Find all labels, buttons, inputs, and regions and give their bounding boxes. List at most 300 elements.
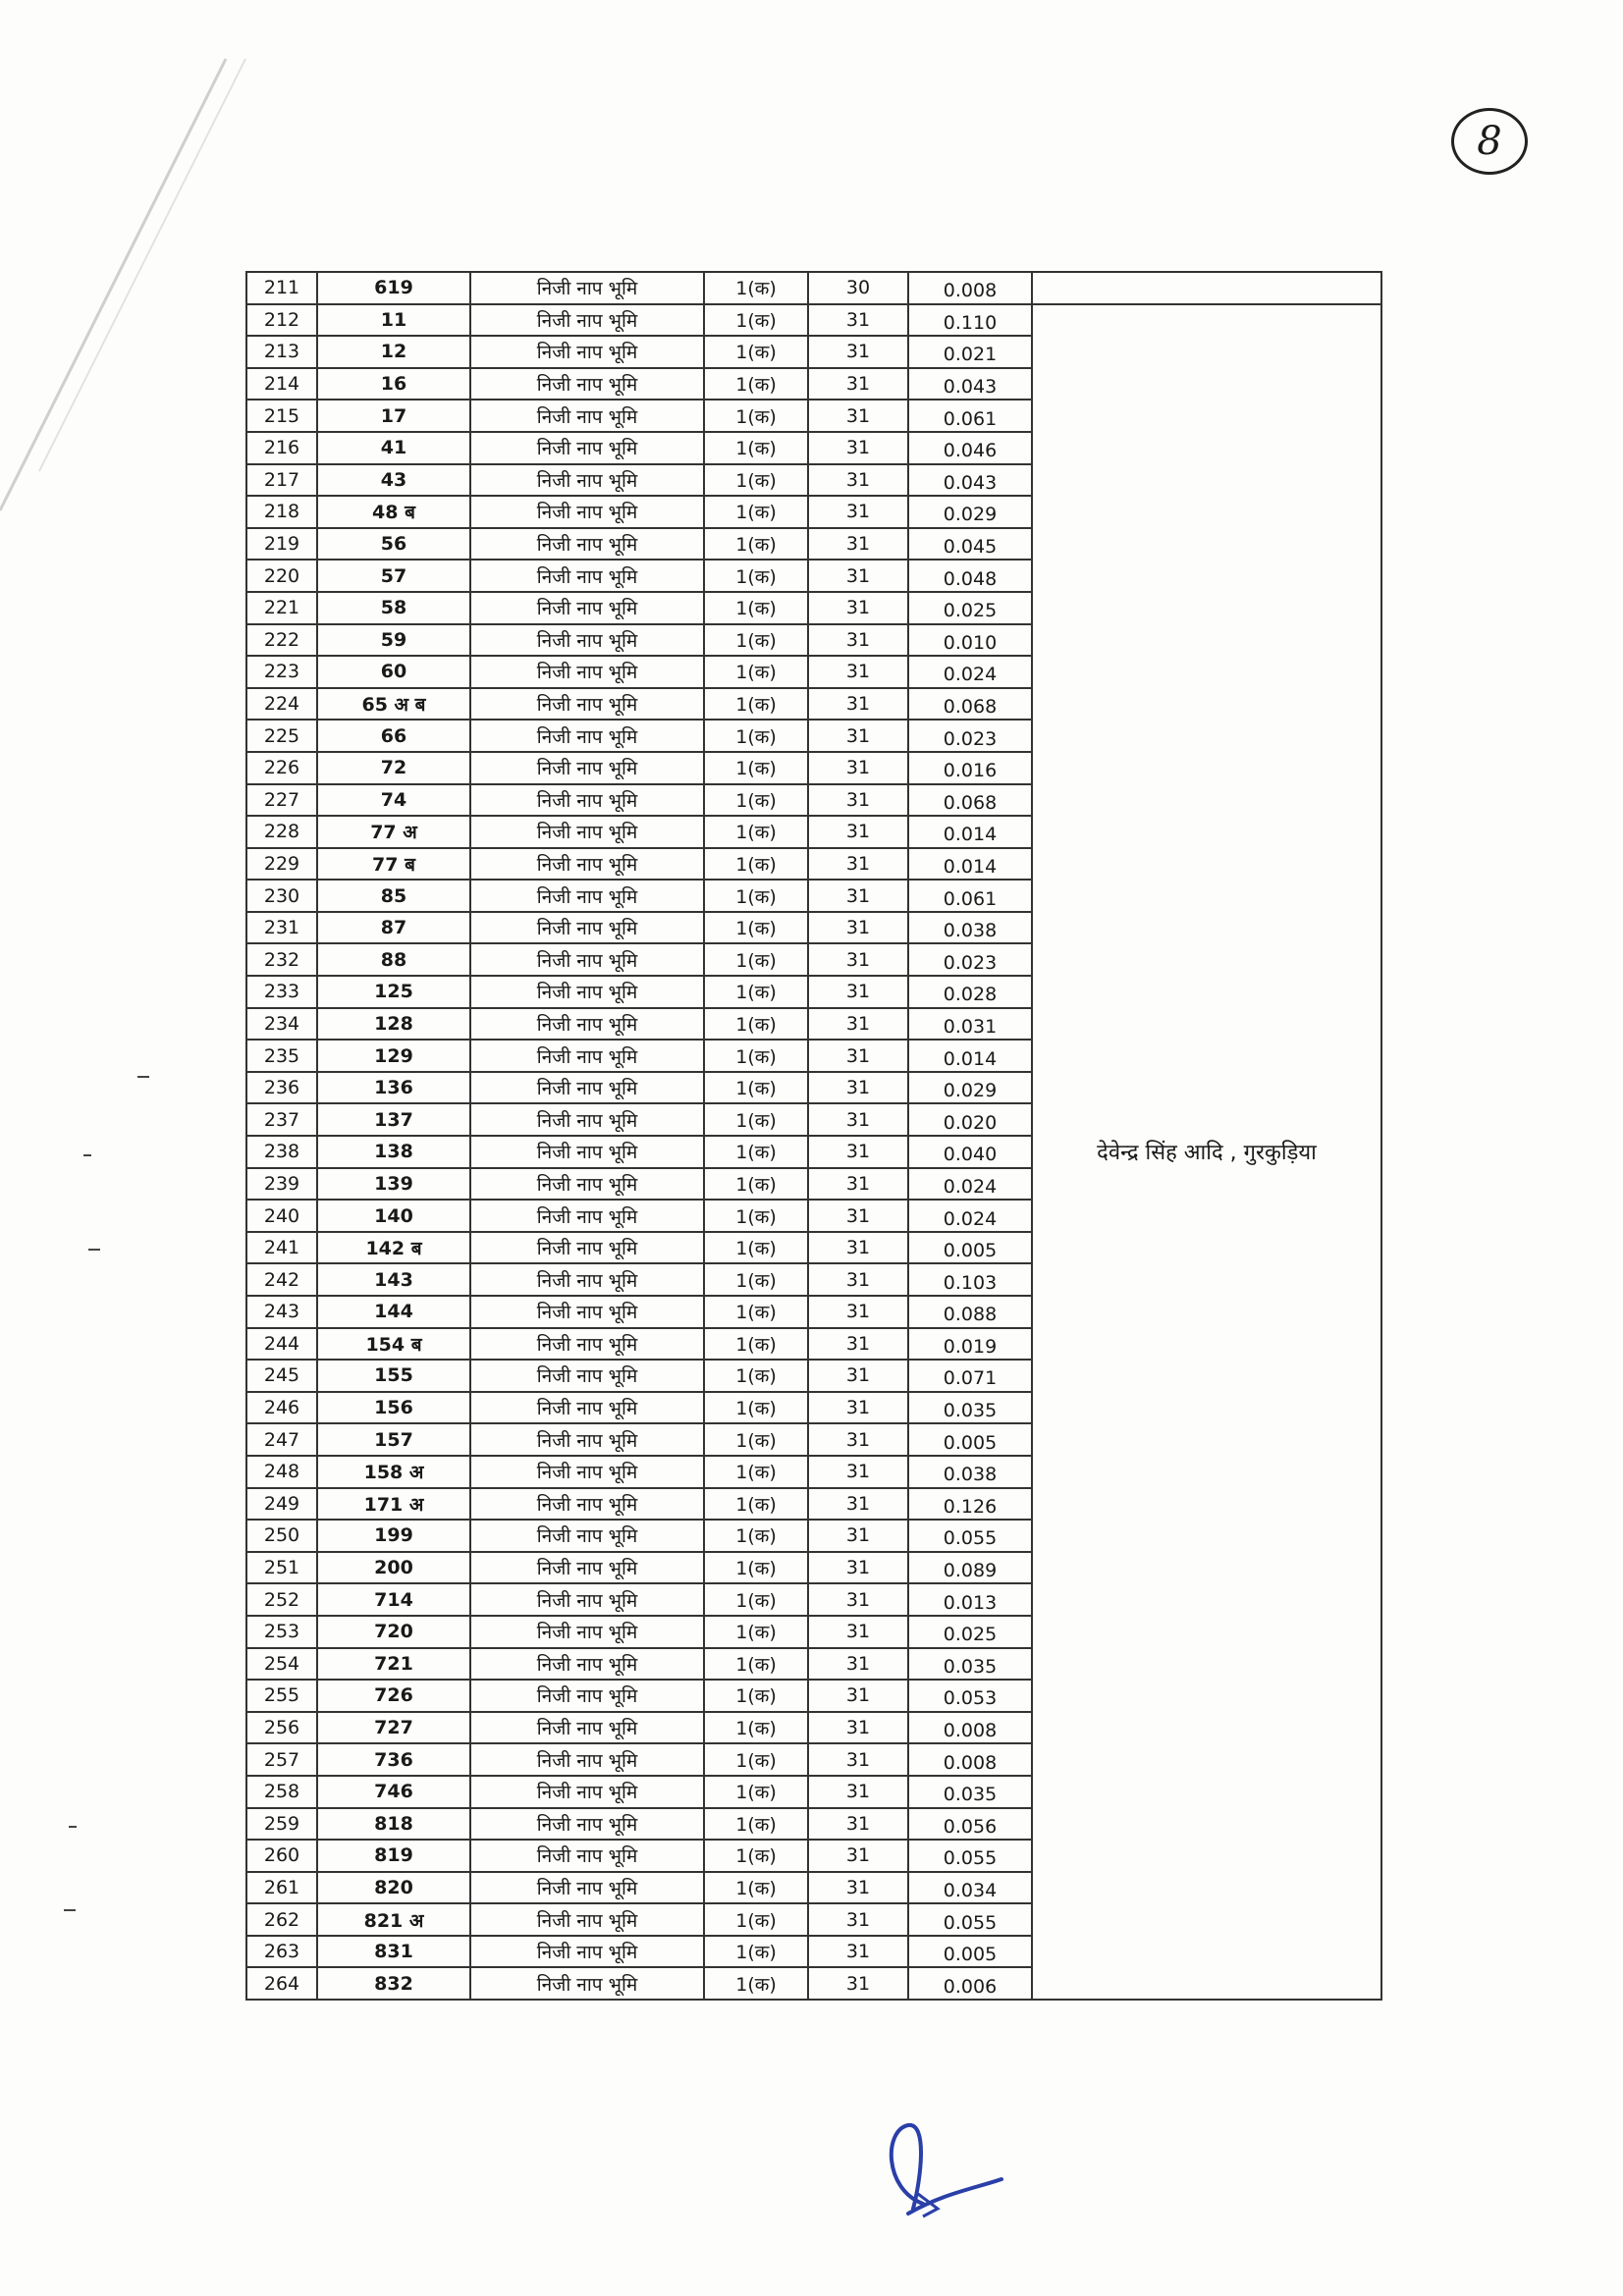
code-cell: 31 bbox=[808, 1648, 908, 1681]
area-cell: 0.020 bbox=[908, 1103, 1032, 1136]
code-cell: 31 bbox=[808, 688, 908, 721]
class-cell: 1(क) bbox=[704, 1552, 808, 1584]
area-cell: 0.029 bbox=[908, 496, 1032, 528]
serial-number-cell: 251 bbox=[246, 1552, 317, 1584]
plot-number-cell: 619 bbox=[317, 272, 470, 304]
code-cell: 31 bbox=[808, 784, 908, 817]
plot-number-cell: 41 bbox=[317, 432, 470, 464]
land-type-cell: निजी नाप भूमि bbox=[470, 1008, 704, 1041]
serial-number-cell: 260 bbox=[246, 1840, 317, 1872]
plot-number-cell: 48 ब bbox=[317, 496, 470, 528]
serial-number-cell: 257 bbox=[246, 1743, 317, 1776]
class-cell: 1(क) bbox=[704, 784, 808, 817]
plot-number-cell: 136 bbox=[317, 1072, 470, 1104]
land-type-cell: निजी नाप भूमि bbox=[470, 1808, 704, 1841]
area-cell: 0.024 bbox=[908, 1200, 1032, 1232]
table-body bbox=[246, 272, 1381, 2000]
serial-number-cell: 220 bbox=[246, 560, 317, 592]
land-type-cell: निजी नाप भूमि bbox=[470, 1583, 704, 1616]
serial-number-cell: 214 bbox=[246, 368, 317, 400]
area-cell: 0.010 bbox=[908, 624, 1032, 657]
land-type-cell: निजी नाप भूमि bbox=[470, 688, 704, 721]
area-cell: 0.035 bbox=[908, 1648, 1032, 1681]
class-cell: 1(क) bbox=[704, 1648, 808, 1681]
land-type-cell: निजी नाप भूमि bbox=[470, 1456, 704, 1488]
area-cell: 0.055 bbox=[908, 1520, 1032, 1552]
plot-number-cell: 59 bbox=[317, 624, 470, 657]
class-cell: 1(क) bbox=[704, 1808, 808, 1841]
land-type-cell: निजी नाप भूमि bbox=[470, 784, 704, 817]
code-cell: 31 bbox=[808, 720, 908, 752]
area-cell: 0.035 bbox=[908, 1392, 1032, 1424]
code-cell: 31 bbox=[808, 592, 908, 624]
land-type-cell: निजी नाप भूमि bbox=[470, 1840, 704, 1872]
class-cell: 1(क) bbox=[704, 848, 808, 881]
plot-number-cell: 721 bbox=[317, 1648, 470, 1681]
class-cell: 1(क) bbox=[704, 304, 808, 337]
land-type-cell: निजी नाप भूमि bbox=[470, 1328, 704, 1361]
class-cell: 1(क) bbox=[704, 720, 808, 752]
class-cell: 1(क) bbox=[704, 1967, 808, 2000]
code-cell: 31 bbox=[808, 1712, 908, 1744]
class-cell: 1(क) bbox=[704, 912, 808, 944]
scan-mark bbox=[69, 1826, 77, 1828]
land-type-cell: निजी नाप भूमि bbox=[470, 1743, 704, 1776]
plot-number-cell: 820 bbox=[317, 1872, 470, 1904]
class-cell: 1(क) bbox=[704, 1392, 808, 1424]
land-type-cell: निजी नाप भूमि bbox=[470, 1360, 704, 1392]
land-type-cell: निजी नाप भूमि bbox=[470, 1488, 704, 1521]
plot-number-cell: 77 अ bbox=[317, 816, 470, 848]
code-cell: 31 bbox=[808, 1520, 908, 1552]
code-cell: 31 bbox=[808, 1616, 908, 1648]
class-cell: 1(क) bbox=[704, 1232, 808, 1264]
serial-number-cell: 239 bbox=[246, 1168, 317, 1201]
code-cell: 31 bbox=[808, 912, 908, 944]
area-cell: 0.068 bbox=[908, 688, 1032, 721]
code-cell: 31 bbox=[808, 336, 908, 368]
plot-number-cell: 77 ब bbox=[317, 848, 470, 881]
land-type-cell: निजी नाप भूमि bbox=[470, 752, 704, 784]
class-cell: 1(क) bbox=[704, 1840, 808, 1872]
class-cell: 1(क) bbox=[704, 400, 808, 432]
code-cell: 31 bbox=[808, 656, 908, 688]
plot-number-cell: 138 bbox=[317, 1136, 470, 1168]
class-cell: 1(क) bbox=[704, 1712, 808, 1744]
area-cell: 0.034 bbox=[908, 1872, 1032, 1904]
area-cell: 0.006 bbox=[908, 1967, 1032, 2000]
plot-number-cell: 821 अ bbox=[317, 1903, 470, 1936]
code-cell: 31 bbox=[808, 464, 908, 497]
serial-number-cell: 262 bbox=[246, 1903, 317, 1936]
code-cell: 31 bbox=[808, 1136, 908, 1168]
plot-number-cell: 156 bbox=[317, 1392, 470, 1424]
plot-number-cell: 819 bbox=[317, 1840, 470, 1872]
land-type-cell: निजी नाप भूमि bbox=[470, 496, 704, 528]
serial-number-cell: 217 bbox=[246, 464, 317, 497]
plot-number-cell: 11 bbox=[317, 304, 470, 337]
land-type-cell: निजी नाप भूमि bbox=[470, 1776, 704, 1808]
area-cell: 0.013 bbox=[908, 1583, 1032, 1616]
class-cell: 1(क) bbox=[704, 1328, 808, 1361]
serial-number-cell: 234 bbox=[246, 1008, 317, 1041]
area-cell: 0.046 bbox=[908, 432, 1032, 464]
serial-number-cell: 258 bbox=[246, 1776, 317, 1808]
plot-number-cell: 72 bbox=[317, 752, 470, 784]
serial-number-cell: 212 bbox=[246, 304, 317, 337]
code-cell: 31 bbox=[808, 304, 908, 337]
scan-mark bbox=[64, 1909, 76, 1911]
land-type-cell: निजी नाप भूमि bbox=[470, 1200, 704, 1232]
plot-number-cell: 727 bbox=[317, 1712, 470, 1744]
class-cell: 1(क) bbox=[704, 1296, 808, 1328]
plot-number-cell: 74 bbox=[317, 784, 470, 817]
class-cell: 1(क) bbox=[704, 1903, 808, 1936]
plot-number-cell: 171 अ bbox=[317, 1488, 470, 1521]
class-cell: 1(क) bbox=[704, 1743, 808, 1776]
table-row bbox=[246, 304, 1381, 337]
serial-number-cell: 230 bbox=[246, 880, 317, 912]
area-cell: 0.014 bbox=[908, 1040, 1032, 1072]
area-cell: 0.025 bbox=[908, 592, 1032, 624]
serial-number-cell: 218 bbox=[246, 496, 317, 528]
plot-number-cell: 158 अ bbox=[317, 1456, 470, 1488]
serial-number-cell: 264 bbox=[246, 1967, 317, 2000]
serial-number-cell: 256 bbox=[246, 1712, 317, 1744]
area-cell: 0.068 bbox=[908, 784, 1032, 817]
area-cell: 0.008 bbox=[908, 1743, 1032, 1776]
code-cell: 31 bbox=[808, 1360, 908, 1392]
plot-number-cell: 140 bbox=[317, 1200, 470, 1232]
plot-number-cell: 736 bbox=[317, 1743, 470, 1776]
scan-mark bbox=[88, 1249, 100, 1251]
code-cell: 31 bbox=[808, 560, 908, 592]
code-cell: 31 bbox=[808, 1263, 908, 1296]
serial-number-cell: 219 bbox=[246, 528, 317, 561]
land-type-cell: निजी नाप भूमि bbox=[470, 1712, 704, 1744]
plot-number-cell: 726 bbox=[317, 1680, 470, 1712]
land-type-cell: निजी नाप भूमि bbox=[470, 880, 704, 912]
code-cell: 31 bbox=[808, 976, 908, 1008]
serial-number-cell: 223 bbox=[246, 656, 317, 688]
code-cell: 31 bbox=[808, 1936, 908, 1968]
area-cell: 0.005 bbox=[908, 1232, 1032, 1264]
class-cell: 1(क) bbox=[704, 1008, 808, 1041]
plot-number-cell: 720 bbox=[317, 1616, 470, 1648]
serial-number-cell: 238 bbox=[246, 1136, 317, 1168]
serial-number-cell: 259 bbox=[246, 1808, 317, 1841]
area-cell: 0.024 bbox=[908, 1168, 1032, 1201]
land-type-cell: निजी नाप भूमि bbox=[470, 1392, 704, 1424]
serial-number-cell: 250 bbox=[246, 1520, 317, 1552]
class-cell: 1(क) bbox=[704, 880, 808, 912]
area-cell: 0.014 bbox=[908, 848, 1032, 881]
plot-number-cell: 60 bbox=[317, 656, 470, 688]
class-cell: 1(क) bbox=[704, 1583, 808, 1616]
plot-number-cell: 155 bbox=[317, 1360, 470, 1392]
class-cell: 1(क) bbox=[704, 432, 808, 464]
plot-number-cell: 56 bbox=[317, 528, 470, 561]
table-row bbox=[246, 272, 1381, 304]
serial-number-cell: 254 bbox=[246, 1648, 317, 1681]
class-cell: 1(क) bbox=[704, 1776, 808, 1808]
area-cell: 0.035 bbox=[908, 1776, 1032, 1808]
class-cell: 1(क) bbox=[704, 1872, 808, 1904]
plot-number-cell: 12 bbox=[317, 336, 470, 368]
area-cell: 0.005 bbox=[908, 1423, 1032, 1456]
area-cell: 0.014 bbox=[908, 816, 1032, 848]
land-type-cell: निजी नाप भूमि bbox=[470, 272, 704, 304]
code-cell: 31 bbox=[808, 1392, 908, 1424]
serial-number-cell: 232 bbox=[246, 943, 317, 976]
land-type-cell: निजी नाप भूमि bbox=[470, 624, 704, 657]
class-cell: 1(क) bbox=[704, 943, 808, 976]
area-cell: 0.025 bbox=[908, 1616, 1032, 1648]
area-cell: 0.024 bbox=[908, 656, 1032, 688]
serial-number-cell: 244 bbox=[246, 1328, 317, 1361]
class-cell: 1(क) bbox=[704, 1168, 808, 1201]
land-type-cell: निजी नाप भूमि bbox=[470, 1648, 704, 1681]
area-cell: 0.008 bbox=[908, 272, 1032, 304]
serial-number-cell: 216 bbox=[246, 432, 317, 464]
plot-number-cell: 85 bbox=[317, 880, 470, 912]
class-cell: 1(क) bbox=[704, 1360, 808, 1392]
class-cell: 1(क) bbox=[704, 1936, 808, 1968]
area-cell: 0.045 bbox=[908, 528, 1032, 561]
serial-number-cell: 228 bbox=[246, 816, 317, 848]
land-type-cell: निजी नाप भूमि bbox=[470, 368, 704, 400]
code-cell: 31 bbox=[808, 1296, 908, 1328]
class-cell: 1(क) bbox=[704, 1263, 808, 1296]
area-cell: 0.016 bbox=[908, 752, 1032, 784]
plot-number-cell: 87 bbox=[317, 912, 470, 944]
code-cell: 31 bbox=[808, 528, 908, 561]
land-type-cell: निजी नाप भूमि bbox=[470, 848, 704, 881]
page-number-mark: 8 bbox=[1451, 108, 1528, 175]
serial-number-cell: 247 bbox=[246, 1423, 317, 1456]
serial-number-cell: 224 bbox=[246, 688, 317, 721]
land-type-cell: निजी नाप भूमि bbox=[470, 1232, 704, 1264]
area-cell: 0.019 bbox=[908, 1328, 1032, 1361]
land-type-cell: निजी नाप भूमि bbox=[470, 1263, 704, 1296]
area-cell: 0.043 bbox=[908, 464, 1032, 497]
class-cell: 1(क) bbox=[704, 1680, 808, 1712]
code-cell: 31 bbox=[808, 368, 908, 400]
land-type-cell: निजी नाप भूमि bbox=[470, 1423, 704, 1456]
land-type-cell: निजी नाप भूमि bbox=[470, 400, 704, 432]
land-type-cell: निजी नाप भूमि bbox=[470, 1040, 704, 1072]
land-type-cell: निजी नाप भूमि bbox=[470, 592, 704, 624]
plot-number-cell: 57 bbox=[317, 560, 470, 592]
class-cell: 1(क) bbox=[704, 624, 808, 657]
serial-number-cell: 233 bbox=[246, 976, 317, 1008]
land-type-cell: निजी नाप भूमि bbox=[470, 976, 704, 1008]
land-type-cell: निजी नाप भूमि bbox=[470, 1136, 704, 1168]
land-type-cell: निजी नाप भूमि bbox=[470, 1616, 704, 1648]
owner-cell-blank bbox=[1032, 272, 1381, 304]
class-cell: 1(क) bbox=[704, 496, 808, 528]
serial-number-cell: 215 bbox=[246, 400, 317, 432]
class-cell: 1(क) bbox=[704, 560, 808, 592]
area-cell: 0.088 bbox=[908, 1296, 1032, 1328]
serial-number-cell: 241 bbox=[246, 1232, 317, 1264]
land-type-cell: निजी नाप भूमि bbox=[470, 304, 704, 337]
land-type-cell: निजी नाप भूमि bbox=[470, 1967, 704, 2000]
code-cell: 31 bbox=[808, 1423, 908, 1456]
land-type-cell: निजी नाप भूमि bbox=[470, 656, 704, 688]
code-cell: 31 bbox=[808, 848, 908, 881]
plot-number-cell: 125 bbox=[317, 976, 470, 1008]
plot-number-cell: 714 bbox=[317, 1583, 470, 1616]
code-cell: 31 bbox=[808, 1680, 908, 1712]
code-cell: 31 bbox=[808, 1328, 908, 1361]
signature bbox=[864, 2110, 1021, 2228]
land-type-cell: निजी नाप भूमि bbox=[470, 720, 704, 752]
class-cell: 1(क) bbox=[704, 272, 808, 304]
plot-number-cell: 65 अ ब bbox=[317, 688, 470, 721]
land-type-cell: निजी नाप भूमि bbox=[470, 1520, 704, 1552]
land-type-cell: निजी नाप भूमि bbox=[470, 1103, 704, 1136]
class-cell: 1(क) bbox=[704, 1072, 808, 1104]
class-cell: 1(क) bbox=[704, 816, 808, 848]
serial-number-cell: 255 bbox=[246, 1680, 317, 1712]
plot-number-cell: 157 bbox=[317, 1423, 470, 1456]
serial-number-cell: 222 bbox=[246, 624, 317, 657]
area-cell: 0.053 bbox=[908, 1680, 1032, 1712]
code-cell: 31 bbox=[808, 400, 908, 432]
land-type-cell: निजी नाप भूमि bbox=[470, 912, 704, 944]
class-cell: 1(क) bbox=[704, 1423, 808, 1456]
code-cell: 31 bbox=[808, 1967, 908, 2000]
area-cell: 0.048 bbox=[908, 560, 1032, 592]
plot-number-cell: 154 ब bbox=[317, 1328, 470, 1361]
plot-number-cell: 142 ब bbox=[317, 1232, 470, 1264]
land-type-cell: निजी नाप भूमि bbox=[470, 1072, 704, 1104]
serial-number-cell: 263 bbox=[246, 1936, 317, 1968]
serial-number-cell: 237 bbox=[246, 1103, 317, 1136]
serial-number-cell: 261 bbox=[246, 1872, 317, 1904]
land-type-cell: निजी नाप भूमि bbox=[470, 528, 704, 561]
plot-number-cell: 199 bbox=[317, 1520, 470, 1552]
code-cell: 31 bbox=[808, 1103, 908, 1136]
area-cell: 0.023 bbox=[908, 943, 1032, 976]
code-cell: 31 bbox=[808, 1583, 908, 1616]
serial-number-cell: 221 bbox=[246, 592, 317, 624]
area-cell: 0.023 bbox=[908, 720, 1032, 752]
code-cell: 31 bbox=[808, 1008, 908, 1041]
plot-number-cell: 143 bbox=[317, 1263, 470, 1296]
code-cell: 31 bbox=[808, 1776, 908, 1808]
owner-cell: देवेन्द्र सिंह आदि , गुरकुड़िया bbox=[1032, 304, 1381, 2000]
class-cell: 1(क) bbox=[704, 1200, 808, 1232]
plot-number-cell: 88 bbox=[317, 943, 470, 976]
class-cell: 1(क) bbox=[704, 656, 808, 688]
code-cell: 31 bbox=[808, 1872, 908, 1904]
code-cell: 31 bbox=[808, 1808, 908, 1841]
area-cell: 0.038 bbox=[908, 912, 1032, 944]
class-cell: 1(क) bbox=[704, 336, 808, 368]
serial-number-cell: 245 bbox=[246, 1360, 317, 1392]
land-records-table bbox=[245, 271, 1382, 2001]
serial-number-cell: 242 bbox=[246, 1263, 317, 1296]
plot-number-cell: 129 bbox=[317, 1040, 470, 1072]
plot-number-cell: 66 bbox=[317, 720, 470, 752]
class-cell: 1(क) bbox=[704, 1040, 808, 1072]
scan-mark bbox=[83, 1154, 91, 1156]
code-cell: 31 bbox=[808, 943, 908, 976]
class-cell: 1(क) bbox=[704, 1136, 808, 1168]
area-cell: 0.028 bbox=[908, 976, 1032, 1008]
class-cell: 1(क) bbox=[704, 528, 808, 561]
class-cell: 1(क) bbox=[704, 1488, 808, 1521]
area-cell: 0.040 bbox=[908, 1136, 1032, 1168]
area-cell: 0.110 bbox=[908, 304, 1032, 337]
plot-number-cell: 43 bbox=[317, 464, 470, 497]
area-cell: 0.008 bbox=[908, 1712, 1032, 1744]
land-type-cell: निजी नाप भूमि bbox=[470, 1936, 704, 1968]
code-cell: 30 bbox=[808, 272, 908, 304]
serial-number-cell: 229 bbox=[246, 848, 317, 881]
plot-number-cell: 16 bbox=[317, 368, 470, 400]
area-cell: 0.055 bbox=[908, 1903, 1032, 1936]
class-cell: 1(क) bbox=[704, 368, 808, 400]
serial-number-cell: 252 bbox=[246, 1583, 317, 1616]
code-cell: 31 bbox=[808, 1200, 908, 1232]
code-cell: 31 bbox=[808, 1552, 908, 1584]
land-type-cell: निजी नाप भूमि bbox=[470, 1680, 704, 1712]
area-cell: 0.021 bbox=[908, 336, 1032, 368]
land-type-cell: निजी नाप भूमि bbox=[470, 1296, 704, 1328]
code-cell: 31 bbox=[808, 1072, 908, 1104]
area-cell: 0.031 bbox=[908, 1008, 1032, 1041]
plot-number-cell: 144 bbox=[317, 1296, 470, 1328]
plot-number-cell: 58 bbox=[317, 592, 470, 624]
code-cell: 31 bbox=[808, 1488, 908, 1521]
area-cell: 0.061 bbox=[908, 880, 1032, 912]
scan-mark bbox=[137, 1076, 149, 1078]
land-type-cell: निजी नाप भूमि bbox=[470, 816, 704, 848]
area-cell: 0.071 bbox=[908, 1360, 1032, 1392]
serial-number-cell: 246 bbox=[246, 1392, 317, 1424]
code-cell: 31 bbox=[808, 1168, 908, 1201]
code-cell: 31 bbox=[808, 816, 908, 848]
land-type-cell: निजी नाप भूमि bbox=[470, 1903, 704, 1936]
code-cell: 31 bbox=[808, 1840, 908, 1872]
serial-number-cell: 225 bbox=[246, 720, 317, 752]
serial-number-cell: 249 bbox=[246, 1488, 317, 1521]
code-cell: 31 bbox=[808, 752, 908, 784]
code-cell: 31 bbox=[808, 496, 908, 528]
area-cell: 0.029 bbox=[908, 1072, 1032, 1104]
class-cell: 1(क) bbox=[704, 688, 808, 721]
plot-number-cell: 831 bbox=[317, 1936, 470, 1968]
serial-number-cell: 240 bbox=[246, 1200, 317, 1232]
serial-number-cell: 226 bbox=[246, 752, 317, 784]
plot-number-cell: 200 bbox=[317, 1552, 470, 1584]
code-cell: 31 bbox=[808, 1040, 908, 1072]
class-cell: 1(क) bbox=[704, 1520, 808, 1552]
land-records-table-wrap bbox=[245, 271, 1382, 2001]
class-cell: 1(क) bbox=[704, 464, 808, 497]
code-cell: 31 bbox=[808, 1903, 908, 1936]
code-cell: 31 bbox=[808, 624, 908, 657]
plot-number-cell: 139 bbox=[317, 1168, 470, 1201]
area-cell: 0.056 bbox=[908, 1808, 1032, 1841]
area-cell: 0.126 bbox=[908, 1488, 1032, 1521]
land-type-cell: निजी नाप भूमि bbox=[470, 943, 704, 976]
area-cell: 0.103 bbox=[908, 1263, 1032, 1296]
code-cell: 31 bbox=[808, 432, 908, 464]
